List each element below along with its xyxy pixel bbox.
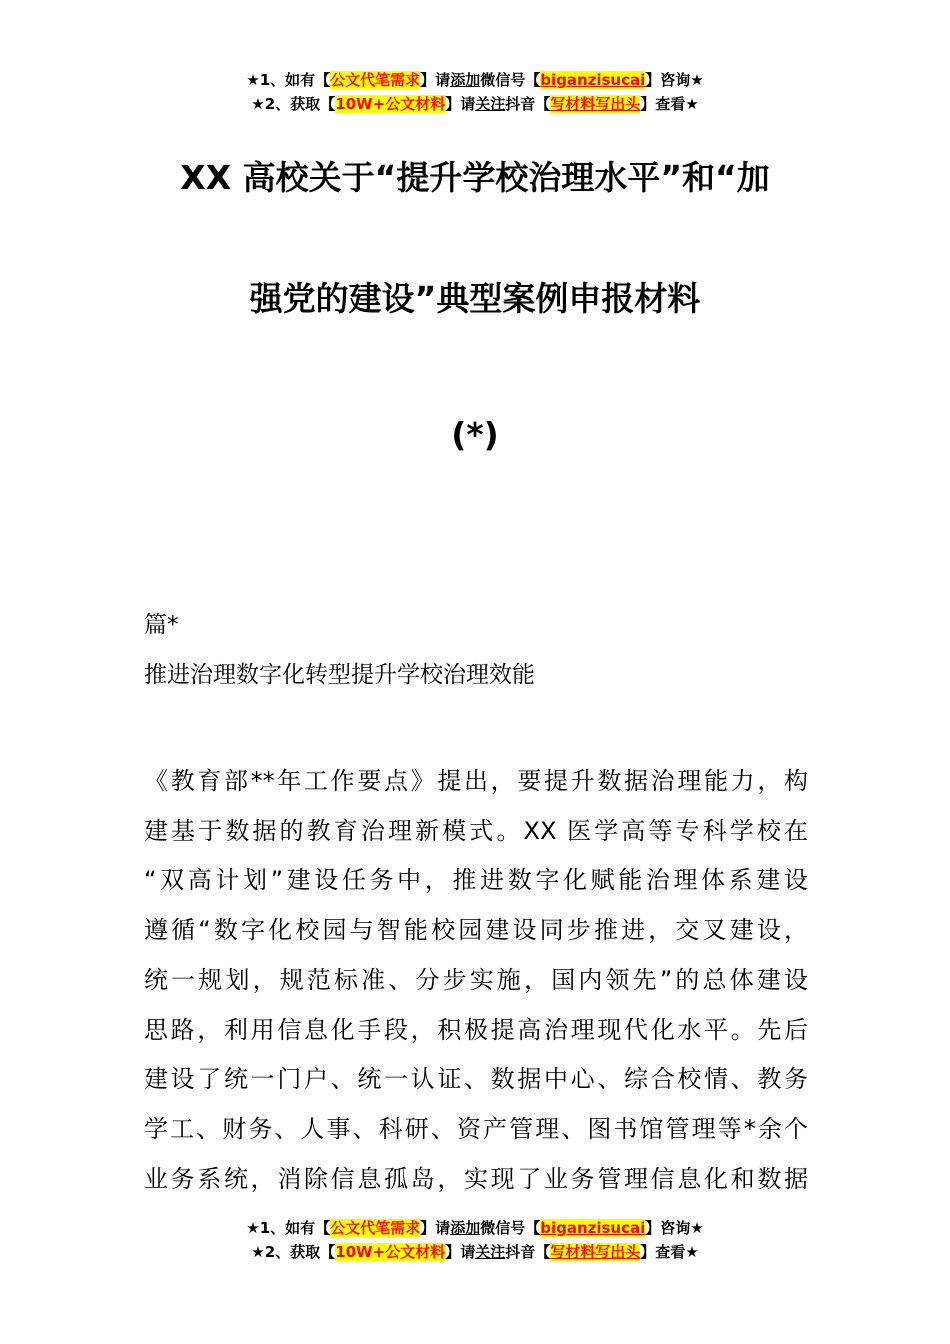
body-line: 思路，利用信息化手段，积极提高治理现代化水平。先后: [144, 1015, 808, 1044]
document-title-number: (*): [451, 415, 499, 454]
document-title-line-1: XX 高校关于“提升学校治理水平”和“加: [180, 158, 770, 197]
banner-text: 】请: [445, 95, 476, 113]
section-title: 推进治理数字化转型提升学校治理效能: [144, 662, 535, 688]
body-line: 建基于数据的教育治理新模式。XX 医学高等专科学校在: [144, 816, 808, 845]
body-line: 遵循“数字化校园与智能校园建设同步推进，交叉建设，: [144, 916, 808, 945]
banner-text: 】咨询★: [645, 71, 704, 89]
highlight-service: 公文代笔需求: [330, 1219, 421, 1237]
highlight-service: 公文代笔需求: [330, 71, 421, 89]
body-line: “双高计划”建设任务中，推进数字化赋能治理体系建设: [144, 866, 808, 895]
banner-text: 抖音【: [505, 1243, 551, 1261]
banner-text: ★2、获取【: [251, 1243, 336, 1261]
banner-text: 微信号【: [480, 71, 541, 89]
underlined-text: 添加: [450, 1219, 481, 1237]
section-label: 篇*: [144, 612, 179, 638]
body-line: 《教育部**年工作要点》提出，要提升数据治理能力，构: [144, 767, 808, 795]
top-banner: [0, 68, 950, 116]
body-paragraph: [144, 757, 808, 1204]
body-line: 统一规划，规范标准、分步实施，国内领先”的总体建设: [144, 965, 808, 994]
body-line: 建设了统一门户、统一认证、数据中心、综合校情、教务: [144, 1065, 808, 1094]
banner-line-2: [0, 92, 950, 116]
banner-text: 微信号【: [480, 1219, 541, 1237]
banner-text: 】咨询★: [645, 1219, 704, 1237]
banner-text: 】查看★: [640, 1243, 699, 1261]
body-line: 业务系统，消除信息孤岛，实现了业务管理信息化和数据: [144, 1164, 808, 1193]
underlined-text: 添加: [450, 71, 481, 89]
wechat-id: biganzisucai: [540, 71, 646, 89]
document-title-line-2: 强党的建设”典型案例申报材料: [249, 279, 701, 318]
banner-line-2: [0, 1240, 950, 1264]
banner-text: 】查看★: [640, 95, 699, 113]
highlight-materials: 10W+公文材料: [335, 95, 446, 113]
banner-line-1: [0, 68, 950, 92]
bottom-banner: [0, 1216, 950, 1264]
banner-text: 】请: [420, 1219, 451, 1237]
banner-text: 】请: [420, 71, 451, 89]
douyin-account: 写材料写出头: [550, 95, 641, 113]
body-line: 学工、财务、人事、科研、资产管理、图书馆管理等*余个: [144, 1114, 808, 1143]
banner-text: ★1、如有【: [246, 71, 331, 89]
underlined-text: 关注: [475, 95, 506, 113]
banner-text: 】请: [445, 1243, 476, 1261]
underlined-text: 关注: [475, 1243, 506, 1261]
banner-line-1: [0, 1216, 950, 1240]
douyin-account: 写材料写出头: [550, 1243, 641, 1261]
banner-text: 抖音【: [505, 95, 551, 113]
banner-text: ★1、如有【: [246, 1219, 331, 1237]
highlight-materials: 10W+公文材料: [335, 1243, 446, 1261]
wechat-id: biganzisucai: [540, 1219, 646, 1237]
banner-text: ★2、获取【: [251, 95, 336, 113]
